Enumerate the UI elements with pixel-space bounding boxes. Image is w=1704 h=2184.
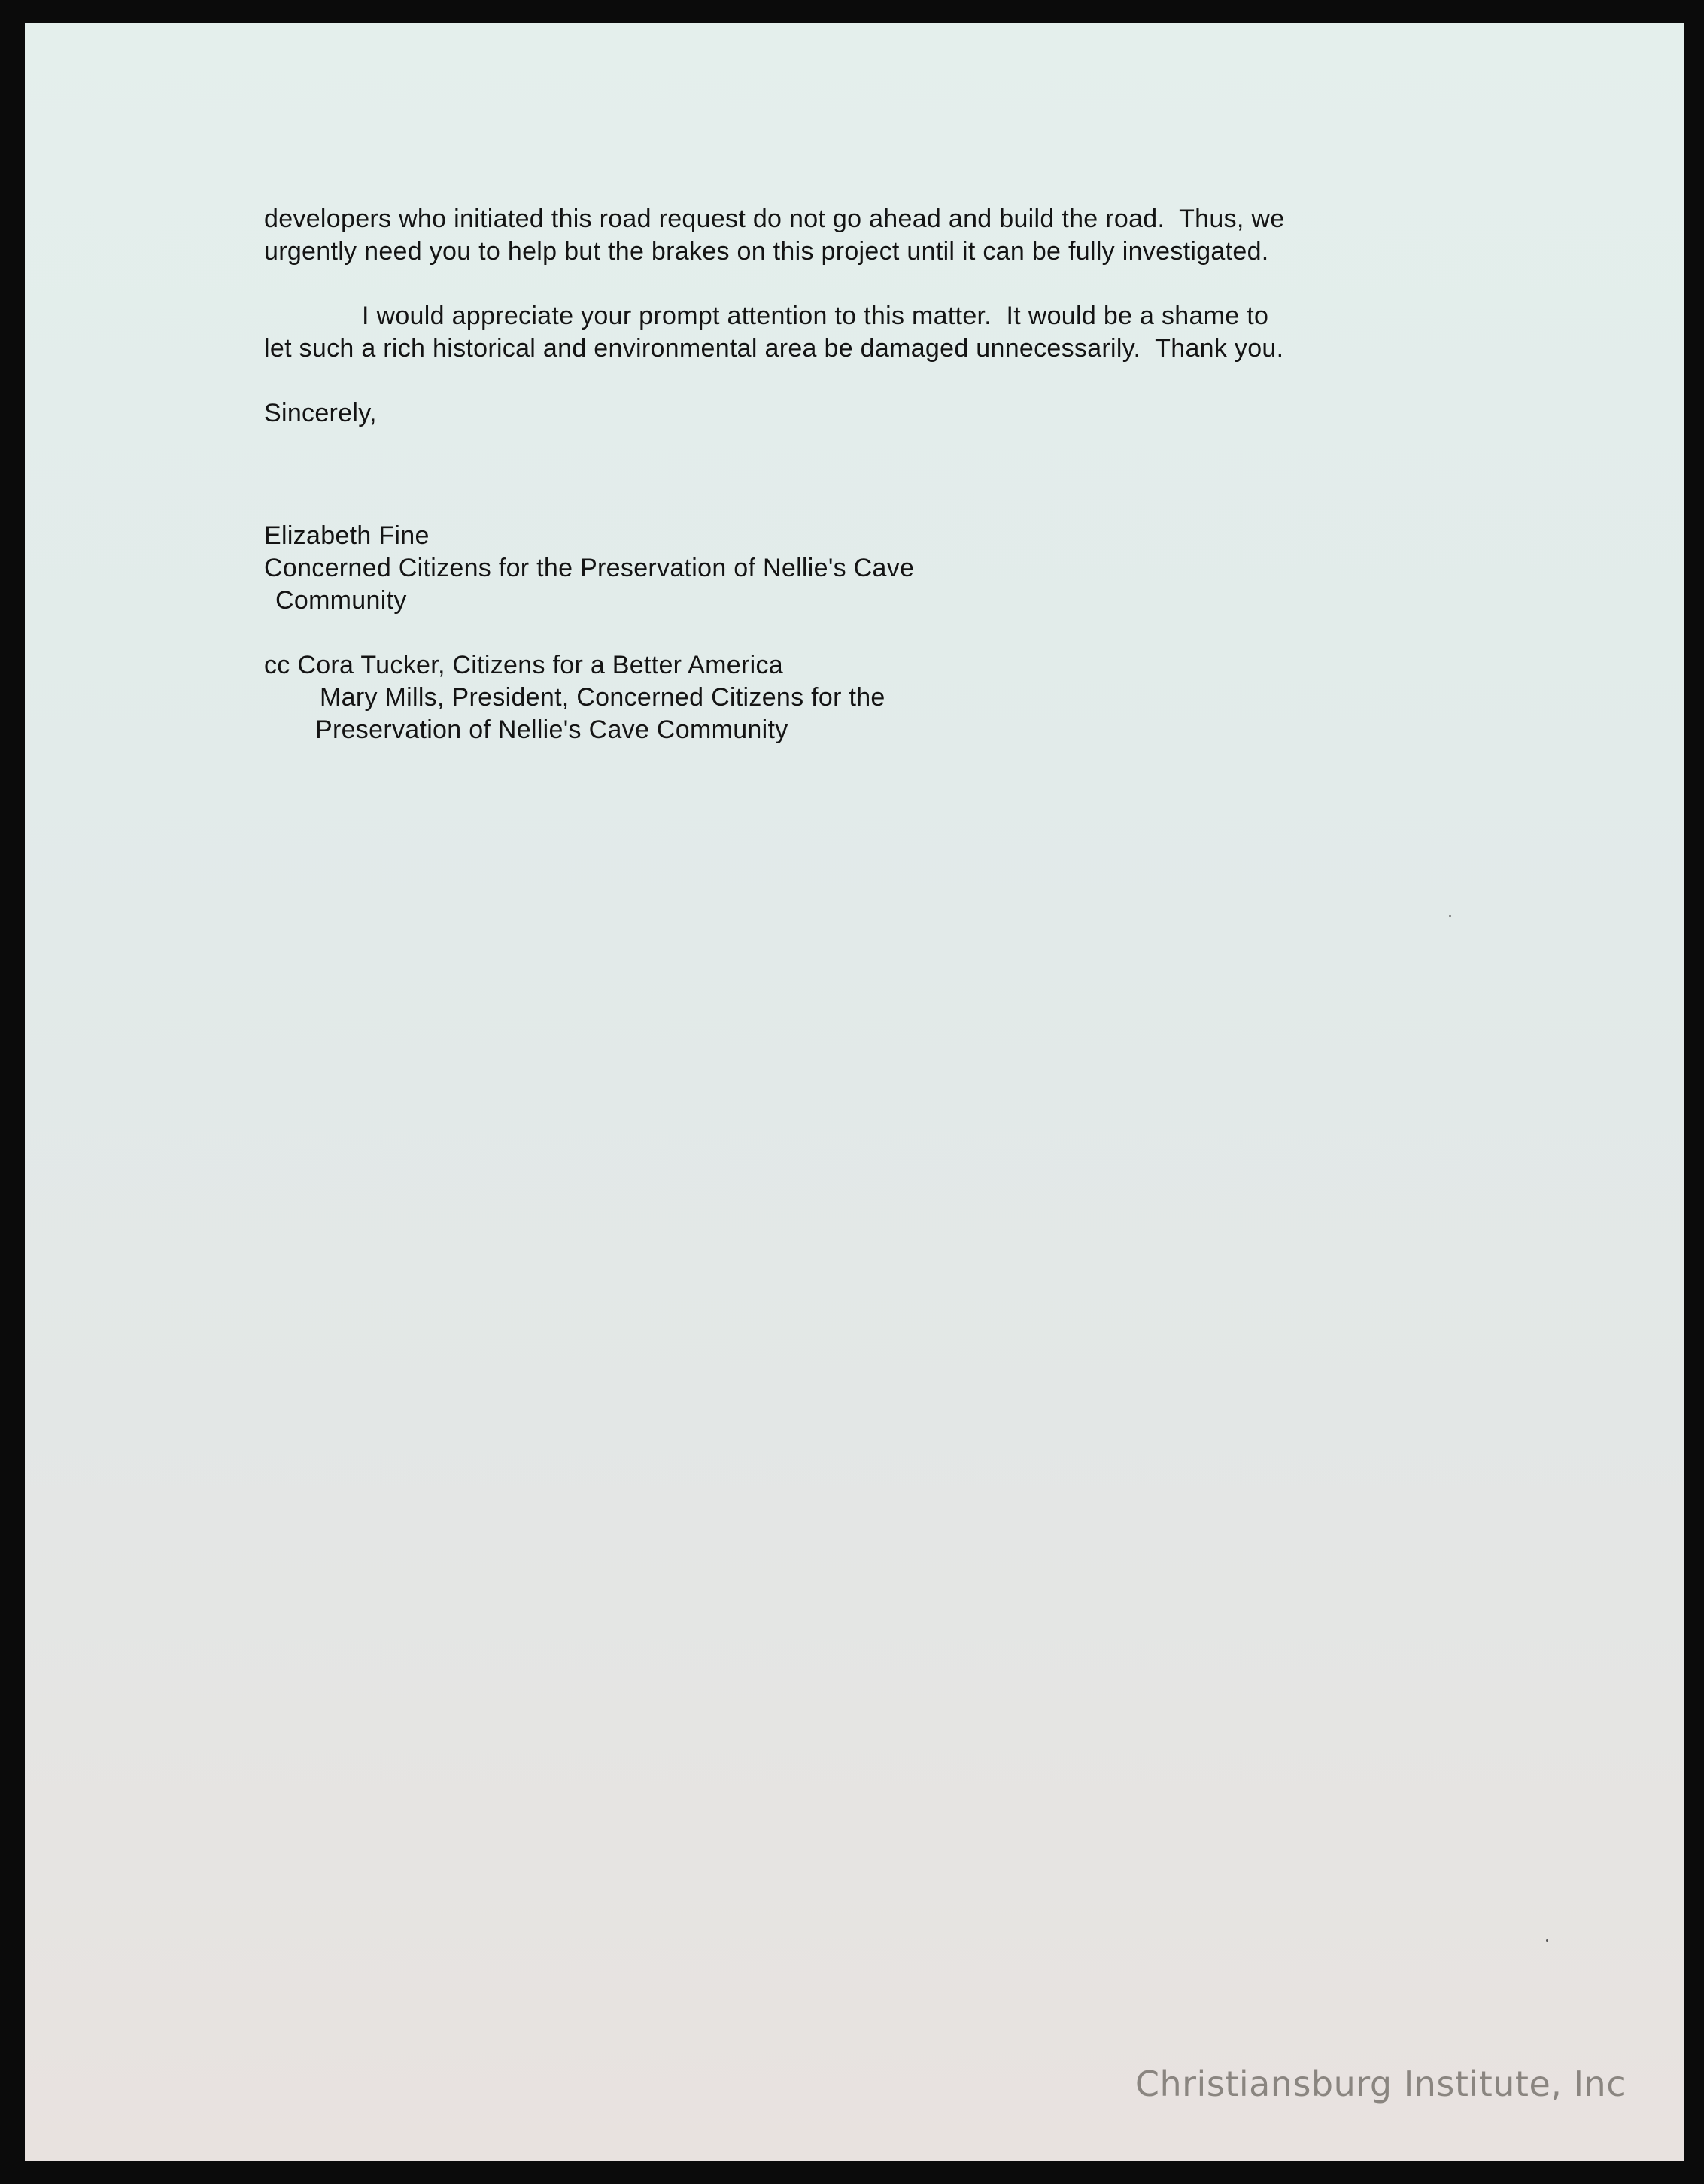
- paragraph-2: [264, 300, 1505, 365]
- cc-block: [264, 649, 1505, 746]
- paragraph-1-line-1: developers who initiated this road request do not go ahead and build the road. Thus, we: [264, 205, 1285, 233]
- letter-page: [25, 23, 1684, 2161]
- paragraph-1-line-2: urgently need you to help but the brakes on this project until it can be fully investigated.: [264, 237, 1269, 266]
- signature-block: [264, 520, 1505, 617]
- cc-line-2: Mary Mills, President, Concerned Citizens for the: [320, 683, 885, 712]
- letter-body: [264, 203, 1505, 746]
- paper-speck: [1449, 915, 1451, 917]
- paragraph-2-line-1: I would appreciate your prompt attention to this matter. It would be a shame to: [362, 302, 1269, 330]
- paragraph-2-line-2: let such a rich historical and environmental area be damaged unnecessarily. Thank you.: [264, 334, 1284, 363]
- cc-line-1: cc Cora Tucker, Citizens for a Better America: [264, 651, 783, 679]
- paper-speck: [1546, 1939, 1548, 1942]
- paragraph-1: [264, 203, 1505, 268]
- cc-line-3: Preservation of Nellie's Cave Community: [315, 715, 788, 744]
- closing: Sincerely,: [264, 399, 377, 427]
- signature-name: Elizabeth Fine: [264, 521, 430, 550]
- signature-org-line-2: Community: [275, 586, 407, 615]
- watermark: Christiansburg Institute, Inc: [1134, 2064, 1626, 2104]
- signature-org-line-1: Concerned Citizens for the Preservation of Nellie's Cave: [264, 554, 915, 582]
